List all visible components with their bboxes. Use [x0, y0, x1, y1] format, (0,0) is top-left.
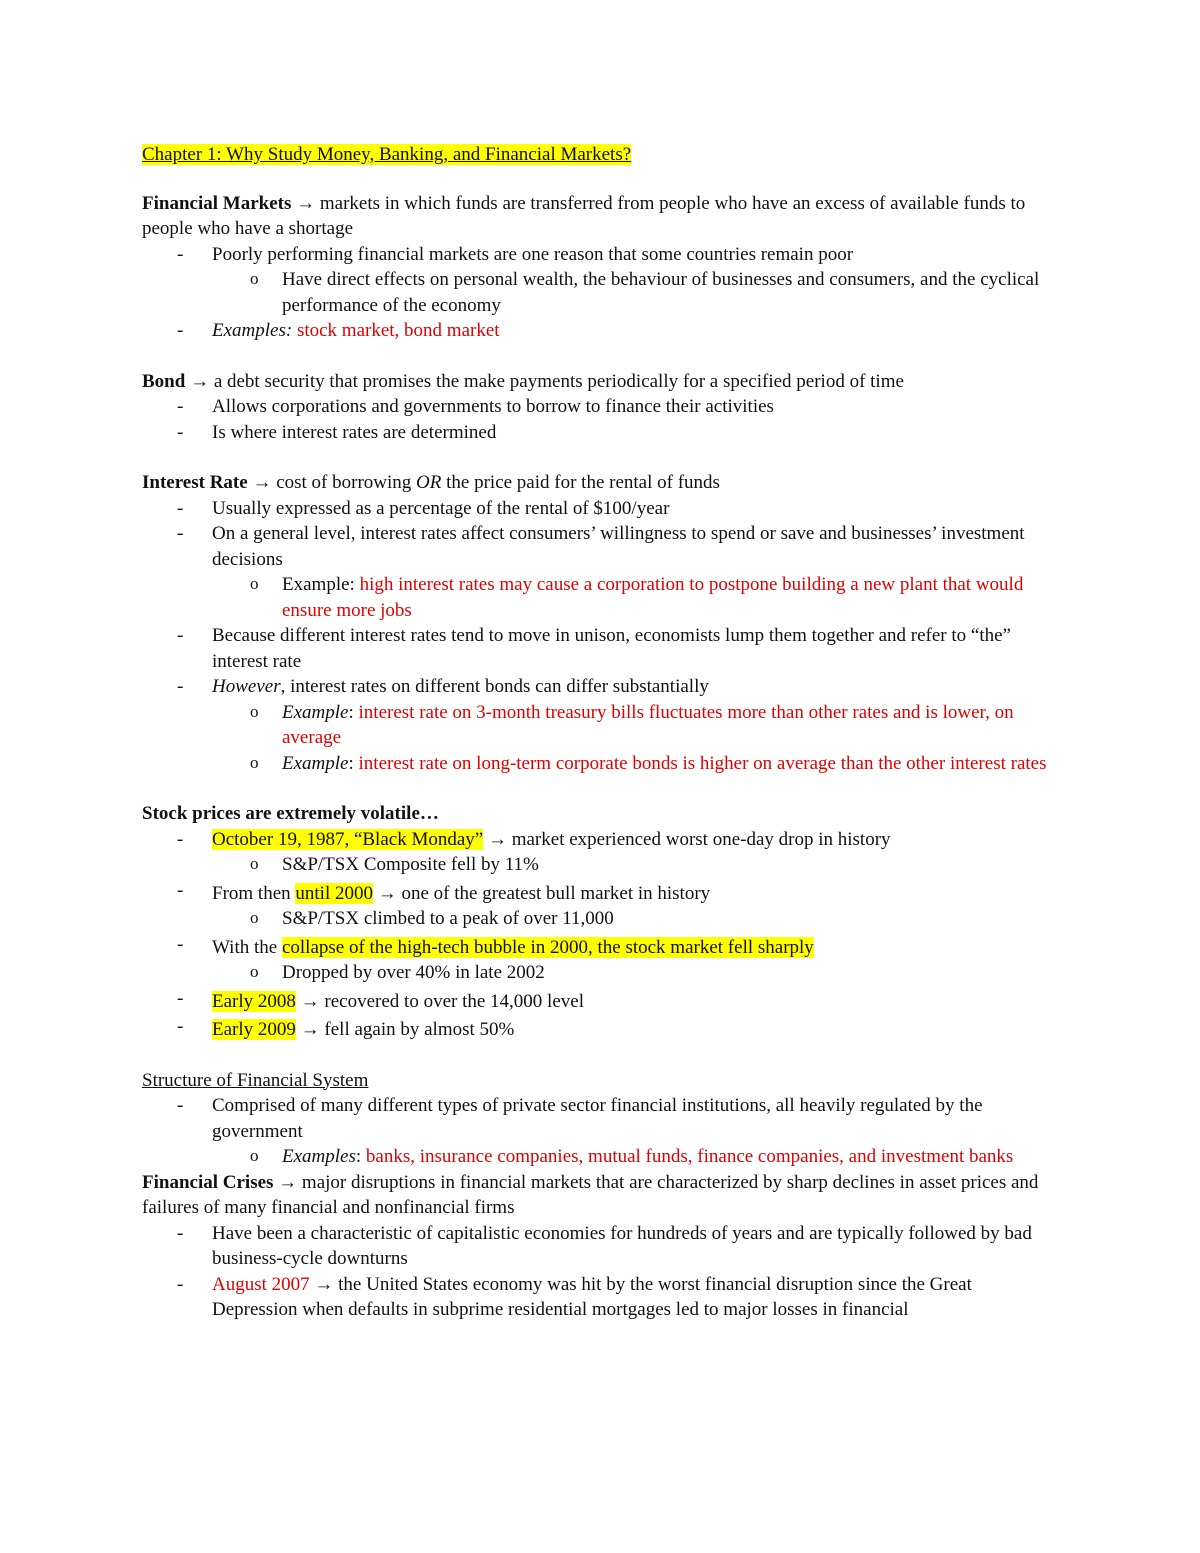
list-item-text: Comprised of many different types of private sector financial institutions, all heavily regulated by the government — [212, 1095, 983, 1142]
or-word: OR — [416, 472, 442, 493]
arrow-icon: → — [296, 192, 316, 214]
sub-list-item — [212, 267, 1062, 318]
sub-list-item: o Example: interest rate on long-term corporate bonds is higher on average than the other interest rates — [212, 751, 1062, 777]
financial-crises-term: Financial Crises — [142, 1171, 274, 1193]
example-label: Example — [282, 752, 349, 774]
interest-rate-def2: the price paid for the rental of funds — [446, 472, 720, 493]
arrow-icon: → — [278, 1171, 298, 1193]
list-item — [142, 827, 1062, 878]
example-label: Example: — [282, 574, 355, 595]
bond-term: Bond — [142, 370, 186, 392]
stock-heading: Stock prices are extremely volatile… — [142, 803, 439, 824]
arrow-icon: → — [300, 1019, 320, 1040]
sub-list — [212, 700, 1062, 777]
list-item — [142, 420, 1062, 446]
financial-markets-term: Financial Markets — [142, 192, 292, 214]
list-item — [142, 932, 1062, 986]
interest-rate-term: Interest Rate — [142, 472, 248, 493]
examples-text: stock market, bond market — [296, 320, 500, 341]
list-item — [142, 1093, 1062, 1170]
list-item-text: On a general level, interest rates affect consumers’ willingness to spend or save and businesses’ investment decisions — [212, 523, 1025, 570]
list-item — [142, 1272, 1062, 1323]
highlight-text: collapse of the high-tech bubble in 2000, the stock market fell sharply — [281, 936, 814, 958]
list-item-text: With the — [212, 936, 278, 958]
sub-list-item-text: Dropped by over 40% in late 2002 — [282, 962, 545, 983]
list-item-text: Usually expressed as a percentage of the rental of $100/year — [212, 497, 670, 519]
sub-list — [212, 1144, 1062, 1170]
list-item — [142, 318, 1062, 344]
interest-rate-list — [142, 496, 1062, 777]
sub-list-item — [212, 572, 1062, 623]
list-item-text: fell again by almost 50% — [324, 1019, 515, 1040]
sub-list — [212, 267, 1062, 318]
sub-list-item-text: S&P/TSX climbed to a peak of over 11,000 — [282, 908, 614, 929]
chapter-title — [142, 142, 1062, 168]
arrow-icon: → — [487, 828, 507, 850]
sub-list-item: o Example: interest rate on 3-month treasury bills fluctuates more than other rates and is lower, on average — [212, 700, 1062, 751]
structure-heading: Structure of Financial System — [142, 1069, 369, 1091]
example-text: high interest rates may cause a corporation to postpone building a new plant that would ensure more jobs — [282, 574, 1024, 621]
examples-label: Examples — [282, 1146, 356, 1167]
list-item — [142, 878, 1062, 932]
list-item-text: recovered to over the 14,000 level — [324, 990, 584, 1012]
stock-list — [142, 827, 1062, 1043]
highlight-date: October 19, 1987, “Black Monday” — [212, 828, 484, 850]
list-item — [142, 521, 1062, 623]
highlight-date: Early 2009 — [212, 1019, 296, 1040]
list-item — [142, 674, 1062, 776]
sub-list — [212, 852, 1062, 878]
list-item-text: market experienced worst one-day drop in history — [511, 828, 891, 850]
list-item — [142, 394, 1062, 420]
bond-list — [142, 394, 1062, 445]
sub-list-item-text: S&P/TSX Composite fell by 11% — [282, 854, 539, 875]
highlight-date: until 2000 — [295, 882, 373, 904]
list-item-text: Because different interest rates tend to move in unison, economists lump them together and refer to “the” interest rate — [212, 625, 1011, 672]
list-item-text: the United States economy was hit by the worst financial disruption since the Great Depression when defaults in subprime residential mortgages led to major losses in financial — [212, 1273, 972, 1320]
interest-rate-definition — [142, 470, 1062, 496]
sub-list-item — [212, 906, 1062, 932]
bond-def: a debt security that promises the make payments periodically for a specified period of time — [213, 370, 904, 392]
bond-definition — [142, 369, 1062, 395]
sub-list-item — [212, 960, 1062, 986]
however-word: However — [212, 676, 281, 697]
list-item-text: Poorly performing financial markets are one reason that some countries remain poor — [212, 243, 854, 265]
example-text: interest rate on 3-month treasury bills fluctuates more than other rates and is lower, on average — [282, 701, 1014, 748]
list-item — [142, 1014, 1062, 1043]
sub-list — [212, 572, 1062, 623]
arrow-icon: → — [300, 990, 320, 1012]
examples-label: Examples: — [212, 320, 293, 341]
list-item-text: Allows corporations and governments to borrow to finance their activities — [212, 396, 774, 417]
sub-list-item: o Examples: banks, insurance companies, mutual funds, finance companies, and investment banks — [212, 1144, 1062, 1170]
interest-rate-def1: cost of borrowing — [276, 472, 412, 493]
structure-list — [142, 1093, 1062, 1170]
financial-markets-def: markets in which funds are transferred from people who have an excess of available funds to people who have a shortage — [142, 192, 1026, 239]
sub-list-item — [212, 852, 1062, 878]
sub-list — [212, 906, 1062, 932]
financial-crises-def: major disruptions in financial markets that are characterized by sharp declines in asset prices and failures of many financial and nonfinancial firms — [142, 1171, 1039, 1218]
sub-list-item-text: Have direct effects on personal wealth, the behaviour of businesses and consumers, and the cyclical performance of the economy — [282, 269, 1040, 316]
example-label: Example — [282, 701, 349, 723]
arrow-icon: → — [252, 472, 272, 493]
list-item-text: one of the greatest bull market in history — [401, 882, 711, 904]
list-item — [142, 496, 1062, 522]
list-item — [142, 1221, 1062, 1272]
list-item-text: Have been a characteristic of capitalistic economies for hundreds of years and are typically followed by bad business-cycle downturns — [212, 1222, 1032, 1269]
document-content — [142, 142, 1062, 1323]
arrow-icon: → — [377, 882, 397, 904]
list-item-text: , interest rates on different bonds can differ substantially — [280, 676, 709, 697]
sub-list — [212, 960, 1062, 986]
example-text: interest rate on long-term corporate bonds is higher on average than the other interest rates — [358, 752, 1047, 774]
highlight-date: Early 2008 — [212, 990, 296, 1012]
financial-markets-definition — [142, 191, 1062, 242]
list-item — [142, 623, 1062, 674]
highlight-date: August 2007 — [212, 1273, 310, 1295]
examples-text: banks, insurance companies, mutual funds, finance companies, and investment banks — [365, 1146, 1014, 1167]
list-item — [142, 242, 1062, 319]
financial-markets-list — [142, 242, 1062, 344]
arrow-icon: → — [190, 370, 210, 392]
arrow-icon: → — [314, 1273, 334, 1295]
list-item-text: From then — [212, 882, 291, 904]
list-item — [142, 986, 1062, 1015]
financial-crises-list — [142, 1221, 1062, 1323]
financial-crises-definition — [142, 1170, 1062, 1221]
chapter-title-text: Chapter 1: Why Study Money, Banking, and Financial Markets? — [142, 144, 632, 165]
list-item-text: Is where interest rates are determined — [212, 421, 497, 443]
